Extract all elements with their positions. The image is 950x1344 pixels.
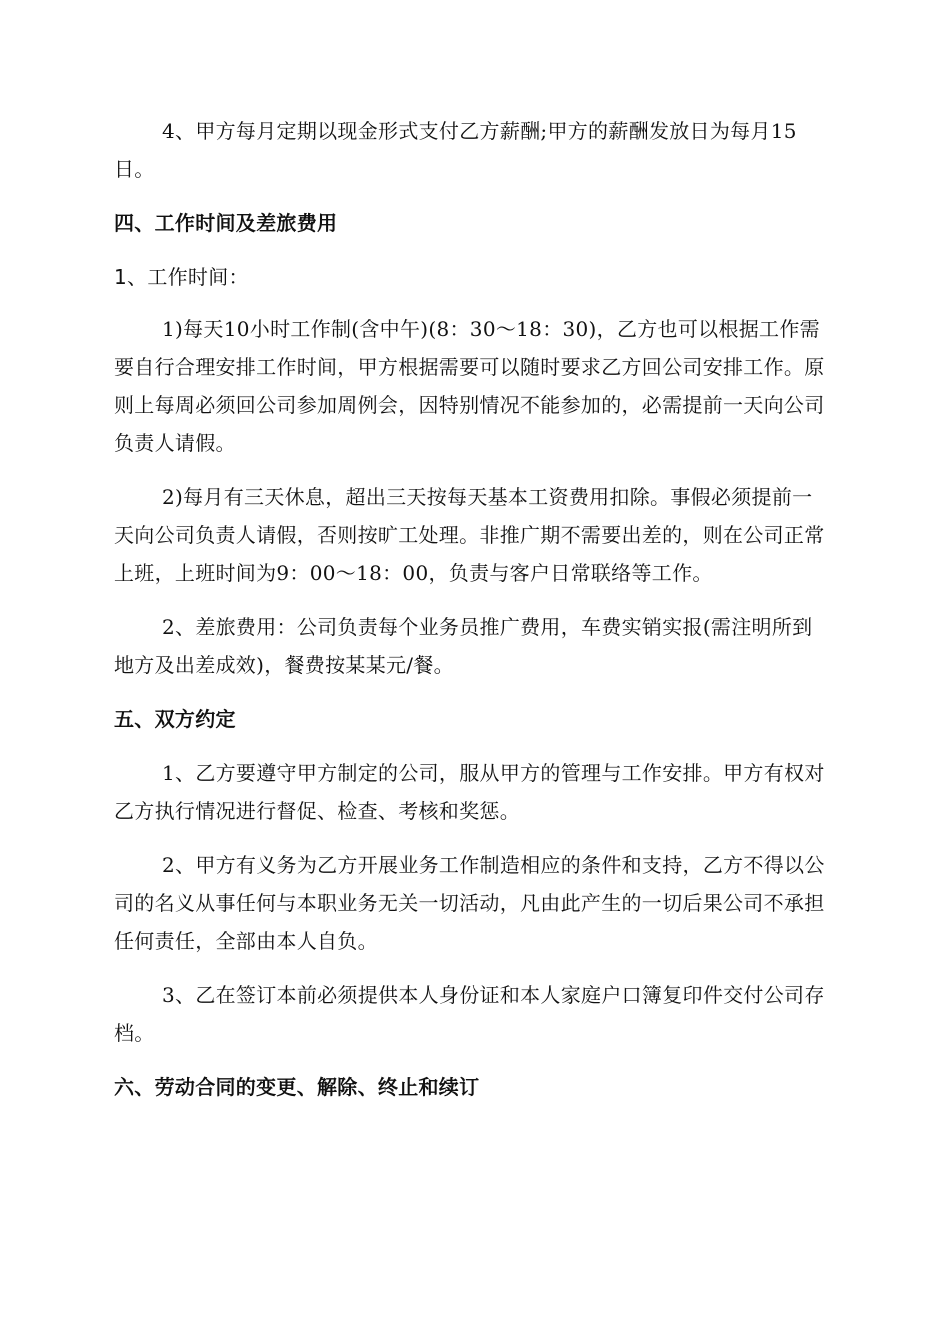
paragraph-support-liability: 2、甲方有义务为乙方开展业务工作制造相应的条件和支持，乙方不得以公司的名义从事任何与本职业务无关一切活动，凡由此产生的一切后果公司不承担任何责任，全部由本人自负。 xyxy=(114,853,825,953)
section-heading-work-time-travel: 四、工作时间及差旅费用 xyxy=(114,211,338,235)
subheading-work-time: 1、工作时间： xyxy=(114,265,249,289)
section-heading-contract-changes: 六、劳动合同的变更、解除、终止和续订 xyxy=(114,1075,480,1099)
section-heading-mutual-agreement: 五、双方约定 xyxy=(114,707,236,731)
paragraph-salary-payment: 4、甲方每月定期以现金形式支付乙方薪酬;甲方的薪酬发放日为每月15日。 xyxy=(114,119,797,181)
paragraph-travel-expenses: 2、差旅费用：公司负责每个业务员推广费用，车费实销实报(需注明所到地方及出差成效)，餐费按某某元/餐。 xyxy=(114,615,813,677)
paragraph-id-documents: 3、乙在签订本前必须提供本人身份证和本人家庭户口簿复印件交付公司存档。 xyxy=(114,983,825,1045)
document-body xyxy=(114,112,832,1106)
paragraph-obey-rules: 1、乙方要遵守甲方制定的公司，服从甲方的管理与工作安排。甲方有权对乙方执行情况进行督促、检查、考核和奖惩。 xyxy=(114,761,825,823)
paragraph-daily-hours: 1)每天10小时工作制(含中午)(8：30～18：30)，乙方也可以根据工作需要自行合理安排工作时间，甲方根据需要可以随时要求乙方回公司安排工作。原则上每周必须回公司参加周例会，因特别情况不能参加的，必需提前一天向公司负责人请假。 xyxy=(114,317,825,455)
paragraph-monthly-rest: 2)每月有三天休息，超出三天按每天基本工资费用扣除。事假必须提前一天向公司负责人请假，否则按旷工处理。非推广期不需要出差的，则在公司正常上班，上班时间为9：00～18：00，负责与客户日常联络等工作。 xyxy=(114,485,825,585)
